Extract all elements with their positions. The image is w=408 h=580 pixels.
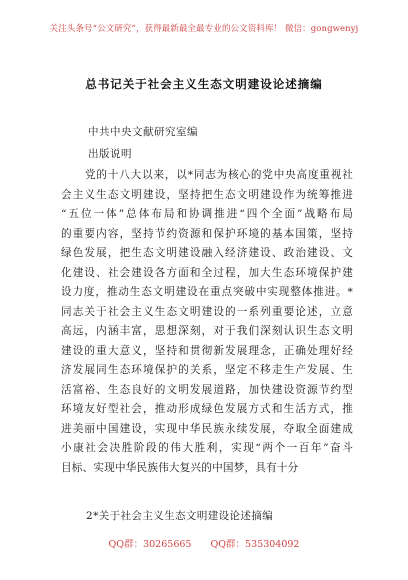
paragraph-line: 同志关于社会主义生态文明建设的一系列重要论述，立意 [61,305,353,318]
paragraph-line: 活富裕、生态良好的文明发展道路，加快建设资源节约型 [61,383,353,396]
paragraph-line: 环境友好型社会，推动形成绿色发展方式和生活方式，推 [61,403,353,415]
promo-banner: 关注头条号“公文研究”，获得最新最全最专业的公文资料库！ 微信：gongwenyj [49,24,359,34]
qq-group-footer [0,536,408,550]
paragraph-line: 党的十八大以来，以*同志为核心的党中央高度重视社 [85,169,353,181]
paragraph-line: 绿色发展，把生态文明建设融入经济建设、政治建设、文 [61,247,353,259]
paragraph-line: 化建设、社会建设各方面和全过程，加大生态环境保护建 [61,266,353,279]
document-title: 总书记关于社会主义生态文明建设论述摘编 [85,77,323,91]
paragraph-line: 的重要内容，坚持节约资源和保护环境的基本国策，坚持 [61,227,353,240]
qq-group-1: QQ群：30265665 [108,539,192,550]
paragraph-line: 进美丽中国建设，实现中华民族永续发展，夺取全面建成 [61,422,353,435]
running-footer: 2*关于社会主义生态文明建设论述摘编 [86,510,274,522]
body-paragraph [61,166,353,478]
paragraph-line: 济发展同生态环境保护的关系，坚定不移走生产发展、生 [61,364,353,376]
paragraph-line: 高远，内涵丰富，思想深刻，对于我们深刻认识生态文明 [61,325,353,337]
section-heading: 出版说明 [88,148,132,160]
qq-group-2: QQ群：535304092 [210,539,300,550]
paragraph-line: 设力度，推动生态文明建设在重点突破中实现整体推进。* [61,286,353,298]
paragraph-line: 小康社会决胜阶段的伟大胜利，实现“两个一百年”奋斗 [61,442,353,454]
editor-org: 中共中央文献研究室编 [88,126,198,138]
paragraph-line: 目标、实现中华民族伟大复兴的中国梦，具有十分 [61,461,299,474]
paragraph-line: “五位一体”总体布局和协调推进“四个全面”战略布局 [61,208,353,220]
paragraph-line: 建设的重大意义，坚持和贯彻新发展理念，正确处理好经 [61,344,353,357]
paragraph-line: 会主义生态文明建设，坚持把生态文明建设作为统筹推进 [61,188,353,201]
